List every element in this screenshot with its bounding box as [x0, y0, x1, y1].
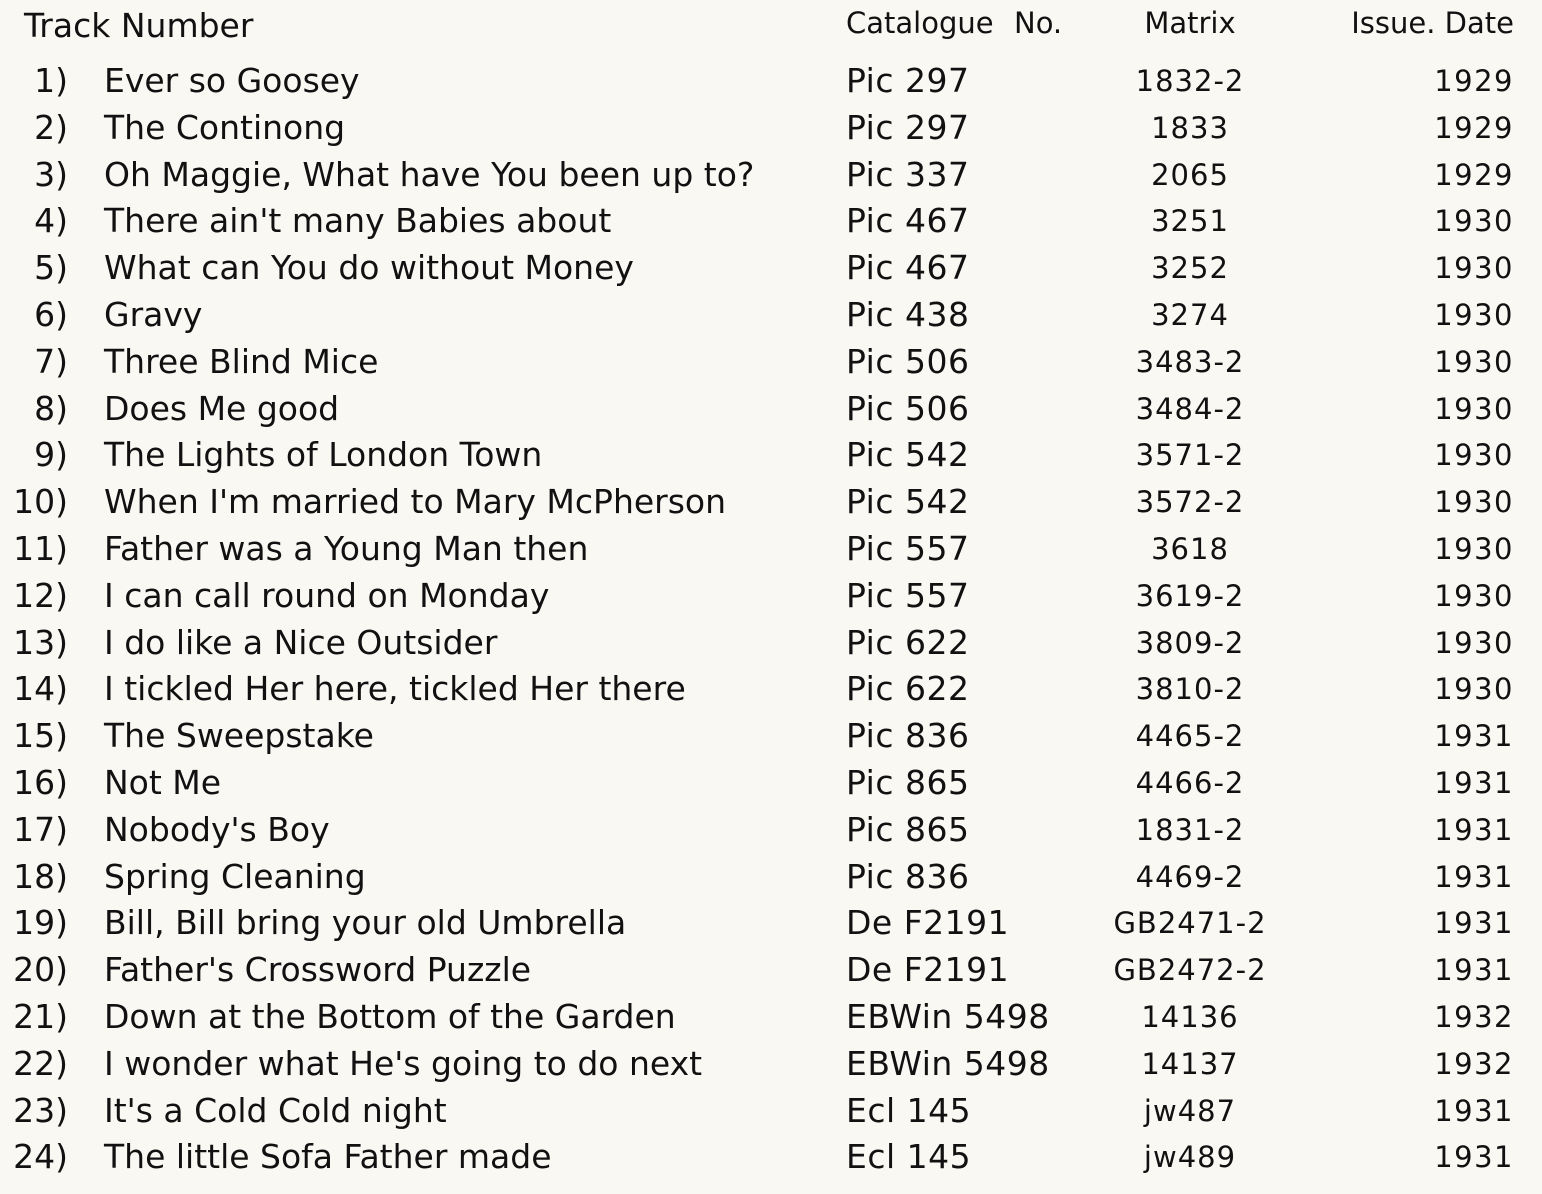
matrix-number: GB2471-2: [1113, 906, 1267, 941]
table-row: [0, 620, 1542, 667]
track-title: Ever so Goosey: [104, 61, 360, 100]
issue-date: 1931: [1434, 812, 1514, 847]
track-number: 21): [13, 996, 68, 1036]
issue-date: 1930: [1434, 531, 1514, 566]
header-matrix: Matrix: [1144, 6, 1236, 40]
issue-date: 1930: [1434, 625, 1514, 660]
issue-date: 1930: [1434, 204, 1514, 239]
issue-date: 1930: [1434, 391, 1514, 426]
track-number: 2): [34, 107, 68, 147]
track-number: 19): [13, 903, 68, 943]
table-row: [0, 105, 1542, 152]
track-title: Father's Crossword Puzzle: [104, 950, 532, 990]
matrix-number: GB2472-2: [1113, 953, 1267, 988]
table-row: [0, 1088, 1542, 1135]
matrix-number: 14137: [1141, 1046, 1239, 1081]
issue-date: 1931: [1434, 859, 1514, 894]
issue-date: 1930: [1434, 297, 1514, 332]
track-number: 11): [13, 528, 68, 568]
catalogue-number: Pic 542: [846, 435, 970, 475]
matrix-number: 4469-2: [1135, 859, 1245, 894]
track-title: When I'm married to Mary McPherson: [104, 482, 727, 522]
table-row: [0, 900, 1542, 947]
matrix-number: 3252: [1151, 251, 1229, 286]
catalogue-number: Pic 467: [846, 201, 970, 241]
track-title: Three Blind Mice: [104, 341, 379, 381]
catalogue-number: Ecl 145: [846, 1090, 972, 1130]
track-number: 6): [34, 294, 68, 334]
track-number: 20): [13, 950, 68, 990]
table-row: [0, 152, 1542, 199]
issue-date: 1931: [1434, 906, 1514, 941]
catalogue-number: EBWin 5498: [846, 996, 1050, 1036]
issue-date: 1930: [1434, 251, 1514, 286]
matrix-number: 1832-2: [1135, 64, 1245, 98]
track-title: The Sweepstake: [104, 716, 374, 756]
matrix-number: 3571-2: [1135, 438, 1245, 473]
matrix-number: 3809-2: [1135, 625, 1245, 660]
track-number: 12): [13, 575, 68, 615]
track-title: It's a Cold Cold night: [104, 1090, 447, 1130]
track-number: 7): [34, 341, 68, 381]
table-row: [0, 666, 1542, 713]
table-row: [0, 292, 1542, 339]
table-row: [0, 479, 1542, 526]
table-row: [0, 807, 1542, 854]
issue-date: 1932: [1434, 1046, 1514, 1081]
catalogue-number: Pic 622: [846, 622, 970, 662]
catalogue-number: De F2191: [846, 950, 1010, 990]
matrix-number: jw487: [1143, 1093, 1237, 1128]
track-number: 15): [13, 716, 68, 756]
table-row: [0, 386, 1542, 433]
track-title: The Continong: [104, 107, 346, 147]
table-row: [0, 994, 1542, 1041]
track-number: 23): [13, 1090, 68, 1130]
matrix-number: 3483-2: [1135, 344, 1245, 379]
track-title: I wonder what He's going to do next: [104, 1043, 703, 1083]
issue-date: 1929: [1434, 64, 1514, 98]
matrix-number: 14136: [1141, 999, 1239, 1034]
issue-date: 1929: [1434, 157, 1514, 192]
track-number: 5): [34, 248, 68, 288]
header-catalogue: Catalogue: [846, 6, 994, 40]
matrix-number: 3619-2: [1135, 578, 1245, 613]
issue-date: 1930: [1434, 438, 1514, 473]
matrix-number: 2065: [1151, 157, 1229, 192]
issue-date: 1930: [1434, 485, 1514, 520]
table-row: [0, 432, 1542, 479]
track-number: 9): [34, 435, 68, 475]
catalogue-number: Pic 865: [846, 809, 970, 849]
matrix-number: 3484-2: [1135, 391, 1245, 426]
track-title: There ain't many Babies about: [104, 201, 612, 241]
catalogue-number: Pic 297: [846, 107, 970, 147]
track-title: Down at the Bottom of the Garden: [104, 996, 676, 1036]
issue-date: 1931: [1434, 765, 1514, 800]
issue-date: 1931: [1434, 719, 1514, 754]
track-title: Not Me: [104, 762, 222, 802]
table-row: [0, 947, 1542, 994]
track-title: Gravy: [104, 294, 203, 334]
catalogue-number: Pic 557: [846, 528, 970, 568]
track-number: 1): [34, 61, 68, 100]
matrix-number: 3618: [1151, 531, 1229, 566]
table-row: [0, 339, 1542, 386]
header-track-number: Track Number: [24, 6, 254, 45]
track-title: The little Sofa Father made: [104, 1137, 552, 1177]
track-title: What can You do without Money: [104, 248, 634, 288]
issue-date: 1930: [1434, 578, 1514, 613]
track-number: 4): [34, 201, 68, 241]
track-title: I tickled Her here, tickled Her there: [104, 669, 686, 709]
issue-date: 1930: [1434, 344, 1514, 379]
table-row: [0, 526, 1542, 573]
table-row: [0, 245, 1542, 292]
catalogue-number: Pic 542: [846, 482, 970, 522]
track-number: 18): [13, 856, 68, 896]
catalogue-number: Pic 337: [846, 154, 970, 194]
matrix-number: 4466-2: [1135, 765, 1245, 800]
catalogue-number: De F2191: [846, 903, 1010, 943]
matrix-number: 1833: [1151, 110, 1229, 145]
matrix-number: 3572-2: [1135, 485, 1245, 520]
table-row: [0, 760, 1542, 807]
track-number: 14): [13, 669, 68, 709]
issue-date: 1931: [1434, 1140, 1514, 1175]
table-row: [0, 854, 1542, 901]
catalogue-number: Pic 836: [846, 856, 970, 896]
track-number: 8): [34, 388, 68, 428]
matrix-number: 3274: [1151, 297, 1229, 332]
matrix-number: 3810-2: [1135, 672, 1245, 707]
track-number: 24): [13, 1137, 68, 1177]
track-title: The Lights of London Town: [104, 435, 543, 475]
catalogue-number: Pic 506: [846, 341, 970, 381]
track-title: Does Me good: [104, 388, 340, 428]
track-title: Bill, Bill bring your old Umbrella: [104, 903, 627, 943]
catalogue-number: Pic 467: [846, 248, 970, 288]
table-row: [0, 58, 1542, 105]
catalogue-number: Pic 438: [846, 294, 970, 334]
track-title: Oh Maggie, What have You been up to?: [104, 154, 755, 194]
table-row: [0, 713, 1542, 760]
table-header: [0, 6, 1542, 50]
track-number: 3): [34, 154, 68, 194]
table-row: [0, 1134, 1542, 1181]
table-row: [0, 1041, 1542, 1088]
catalogue-number: Pic 622: [846, 669, 970, 709]
catalogue-number: Ecl 145: [846, 1137, 972, 1177]
matrix-number: 3251: [1151, 204, 1229, 239]
matrix-number: jw489: [1143, 1140, 1237, 1175]
issue-date: 1931: [1434, 1093, 1514, 1128]
track-title: I do like a Nice Outsider: [104, 622, 498, 662]
matrix-number: 1831-2: [1135, 812, 1245, 847]
track-number: 16): [13, 762, 68, 802]
matrix-number: 4465-2: [1135, 719, 1245, 754]
issue-date: 1932: [1434, 999, 1514, 1034]
track-number: 22): [13, 1043, 68, 1083]
track-rows: [0, 58, 1542, 1181]
track-title: I can call round on Monday: [104, 575, 550, 615]
track-number: 17): [13, 809, 68, 849]
track-title: Nobody's Boy: [104, 809, 330, 849]
issue-date: 1931: [1434, 953, 1514, 988]
issue-date: 1930: [1434, 672, 1514, 707]
track-title: Father was a Young Man then: [104, 528, 589, 568]
track-number: 13): [13, 622, 68, 662]
table-row: [0, 573, 1542, 620]
table-row: [0, 198, 1542, 245]
catalogue-number: Pic 506: [846, 388, 970, 428]
track-title: Spring Cleaning: [104, 856, 366, 896]
catalogue-number: Pic 836: [846, 716, 970, 756]
catalogue-number: Pic 865: [846, 762, 970, 802]
header-issue-date: Issue. Date: [1351, 6, 1514, 40]
catalogue-number: EBWin 5498: [846, 1043, 1050, 1083]
header-no: No.: [1014, 6, 1063, 40]
issue-date: 1929: [1434, 110, 1514, 145]
track-number: 10): [13, 482, 68, 522]
catalogue-number: Pic 297: [846, 61, 970, 100]
catalogue-number: Pic 557: [846, 575, 970, 615]
